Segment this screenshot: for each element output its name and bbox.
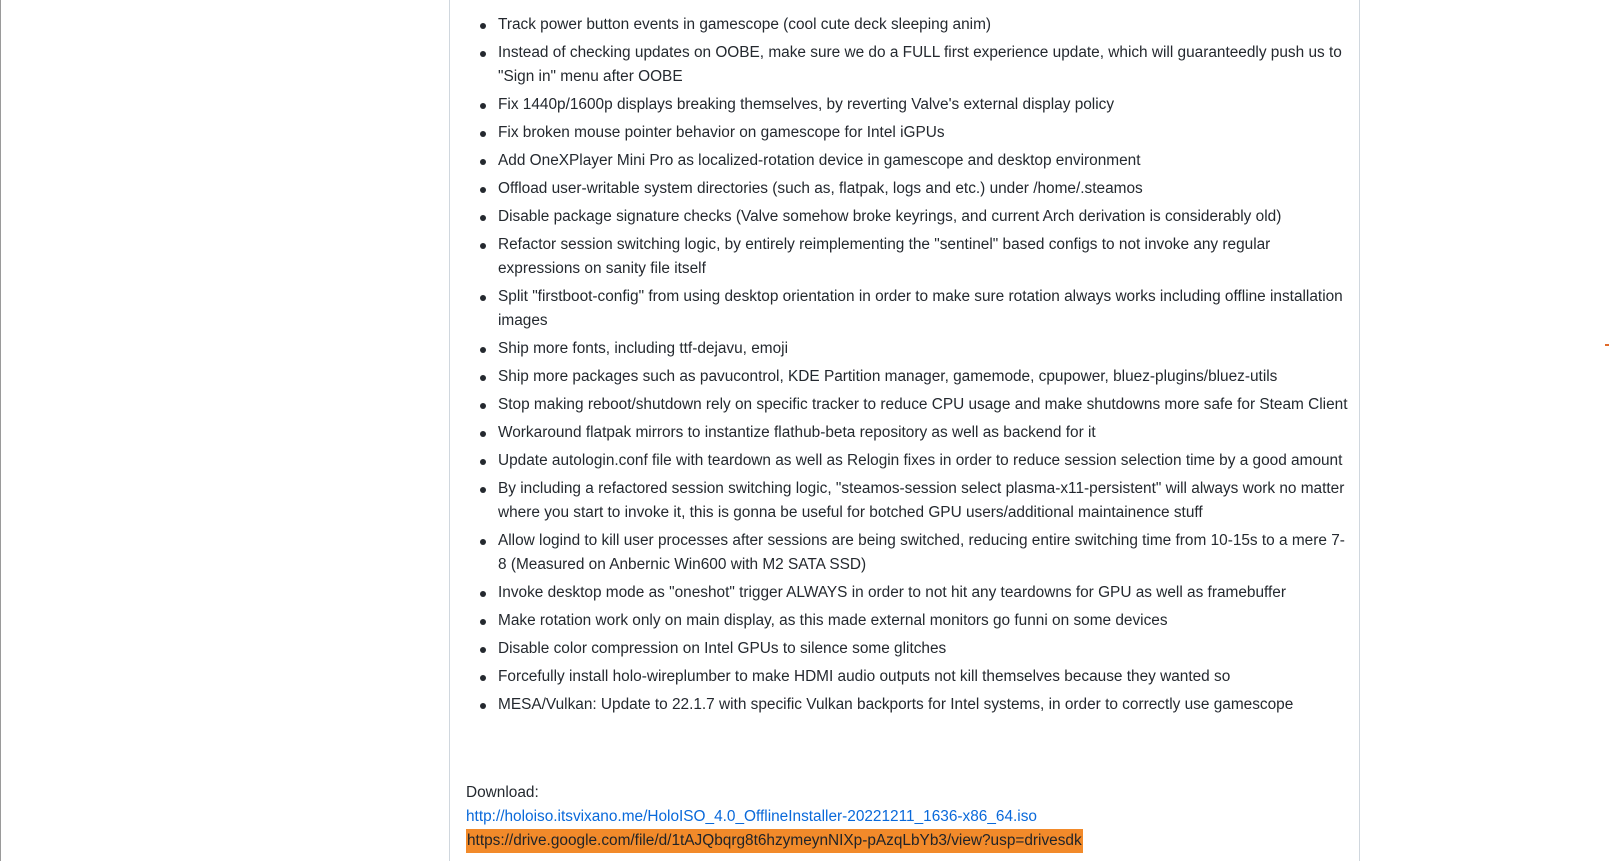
list-item bbox=[498, 177, 1348, 201]
list-item-text: Add OneXPlayer Mini Pro as localized-rotation device in gamescope and desktop environment bbox=[498, 152, 1141, 169]
bullet-icon bbox=[480, 703, 486, 709]
bullet-icon bbox=[480, 51, 486, 57]
bullet-icon bbox=[480, 131, 486, 137]
list-item bbox=[498, 581, 1348, 605]
list-item bbox=[498, 337, 1348, 361]
list-item bbox=[498, 121, 1348, 145]
list-item bbox=[498, 205, 1348, 229]
list-item-text: Allow logind to kill user processes after sessions are being switched, reducing entire switching time from 10-15s to a mere 7-8 (Measured on Anbernic Win600 with M2 SATA SSD) bbox=[498, 532, 1345, 573]
list-item bbox=[498, 693, 1348, 717]
list-item-text: By including a refactored session switching logic, "steamos-session select plasma-x11-persistent" will always work no matter where you start to invoke it, this is gonna be useful for botched GPU users/additional maintainence stuff bbox=[498, 480, 1345, 521]
bullet-icon bbox=[480, 375, 486, 381]
bullet-icon bbox=[480, 295, 486, 301]
bullet-icon bbox=[480, 103, 486, 109]
list-item-text: Refactor session switching logic, by entirely reimplementing the "sentinel" based configs to not invoke any regular expressions on sanity file itself bbox=[498, 236, 1271, 277]
bullet-icon bbox=[480, 243, 486, 249]
bullet-icon bbox=[480, 487, 486, 493]
list-item bbox=[498, 637, 1348, 661]
bullet-icon bbox=[480, 403, 486, 409]
list-item-text: Workaround flatpak mirrors to instantize flathub-beta repository as well as backend for it bbox=[498, 424, 1096, 441]
list-item-text: Ship more packages such as pavucontrol, KDE Partition manager, gamemode, cpupower, bluez-plugins/bluez-utils bbox=[498, 368, 1278, 385]
list-item bbox=[498, 233, 1348, 281]
google-drive-link[interactable]: https://drive.google.com/file/d/1tAJQbqrg8t6hzymeynNIXp-pAzqLbYb3/view?usp=drivesdk bbox=[466, 829, 1083, 853]
bullet-icon bbox=[480, 159, 486, 165]
list-item-text: Forcefully install holo-wireplumber to make HDMI audio outputs not kill themselves because they wanted so bbox=[498, 668, 1231, 685]
release-notes-list bbox=[498, 13, 1348, 721]
bullet-icon bbox=[480, 675, 486, 681]
bullet-icon bbox=[480, 187, 486, 193]
list-item bbox=[498, 529, 1348, 577]
bullet-icon bbox=[480, 619, 486, 625]
bullet-icon bbox=[480, 215, 486, 221]
list-item-text: Offload user-writable system directories (such as, flatpak, logs and etc.) under /home/.steamos bbox=[498, 180, 1143, 197]
list-item-text: Fix 1440p/1600p displays breaking themselves, by reverting Valve's external display policy bbox=[498, 96, 1115, 113]
list-item-text: Ship more fonts, including ttf-dejavu, emoji bbox=[498, 340, 789, 357]
list-item bbox=[498, 477, 1348, 525]
list-item bbox=[498, 449, 1348, 473]
list-item-text: Fix broken mouse pointer behavior on gamescope for Intel iGPUs bbox=[498, 124, 945, 141]
list-item-text: Make rotation work only on main display, as this made external monitors go funni on some devices bbox=[498, 612, 1168, 629]
window-left-edge bbox=[0, 0, 1, 861]
list-item bbox=[498, 93, 1348, 117]
list-item bbox=[498, 609, 1348, 633]
bullet-icon bbox=[480, 591, 486, 597]
bullet-icon bbox=[480, 23, 486, 29]
list-item bbox=[498, 149, 1348, 173]
bullet-icon bbox=[480, 347, 486, 353]
list-item-text: Update autologin.conf file with teardown as well as Relogin fixes in order to reduce session selection time by a good amount bbox=[498, 452, 1343, 469]
bullet-icon bbox=[480, 431, 486, 437]
bullet-icon bbox=[480, 539, 486, 545]
release-notes-panel bbox=[449, 0, 1360, 861]
download-section bbox=[466, 781, 1083, 853]
list-item-text: Disable package signature checks (Valve somehow broke keyrings, and current Arch derivation is considerably old) bbox=[498, 208, 1282, 225]
list-item-text: MESA/Vulkan: Update to 22.1.7 with specific Vulkan backports for Intel systems, in order to correctly use gamescope bbox=[498, 696, 1294, 713]
list-item-text: Split "firstboot-config" from using desktop orientation in order to make sure rotation always works including offline installation images bbox=[498, 288, 1343, 329]
list-item-text: Invoke desktop mode as "oneshot" trigger ALWAYS in order to not hit any teardowns for GPU as well as framebuffer bbox=[498, 584, 1286, 601]
list-item bbox=[498, 421, 1348, 445]
edge-marker bbox=[1605, 344, 1609, 346]
list-item bbox=[498, 665, 1348, 689]
list-item-text: Instead of checking updates on OOBE, make sure we do a FULL first experience update, which will guaranteedly push us to "Sign in" menu after OOBE bbox=[498, 44, 1342, 85]
download-label: Download: bbox=[466, 784, 539, 801]
list-item-text: Disable color compression on Intel GPUs to silence some glitches bbox=[498, 640, 947, 657]
download-iso-link[interactable]: http://holoiso.itsvixano.me/HoloISO_4.0_OfflineInstaller-20221211_1636-x86_64.iso bbox=[466, 808, 1037, 825]
list-item-text: Stop making reboot/shutdown rely on specific tracker to reduce CPU usage and make shutdowns more safe for Steam Client bbox=[498, 396, 1348, 413]
bullet-icon bbox=[480, 647, 486, 653]
list-item-text: Track power button events in gamescope (cool cute deck sleeping anim) bbox=[498, 16, 992, 33]
list-item bbox=[498, 393, 1348, 417]
bullet-icon bbox=[480, 459, 486, 465]
list-item bbox=[498, 13, 1348, 37]
list-item bbox=[498, 365, 1348, 389]
list-item bbox=[498, 285, 1348, 333]
list-item bbox=[498, 41, 1348, 89]
